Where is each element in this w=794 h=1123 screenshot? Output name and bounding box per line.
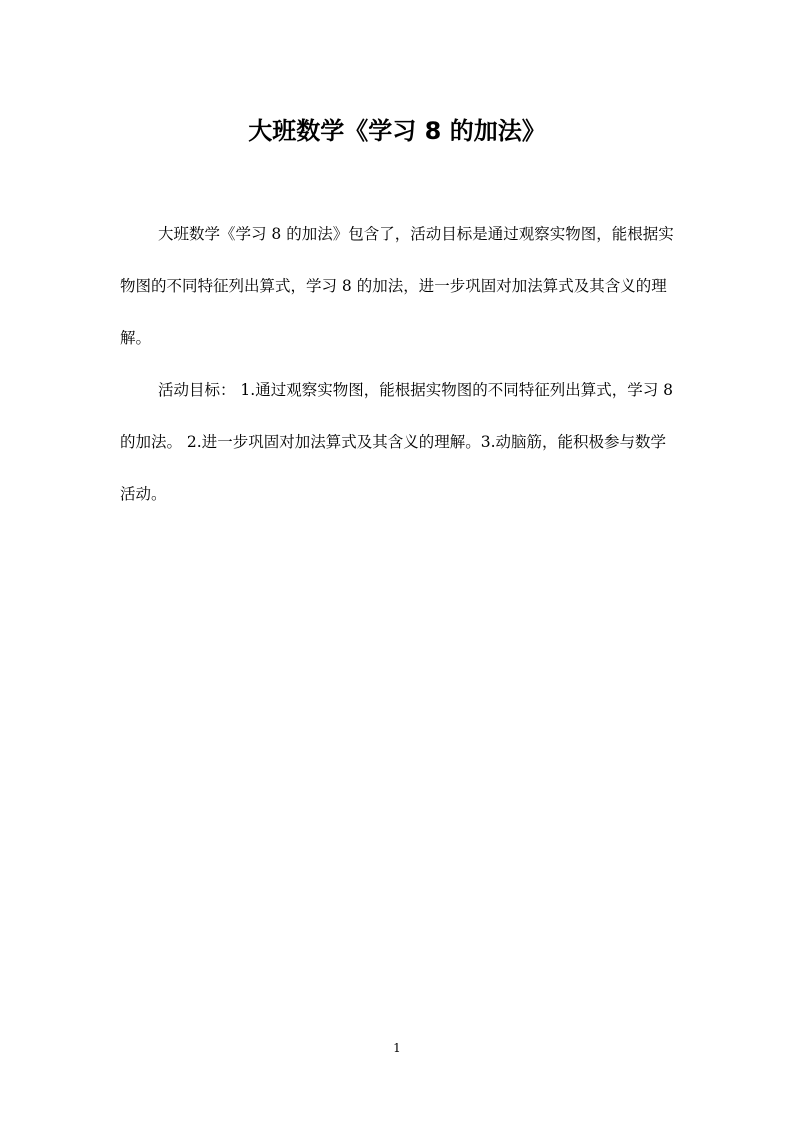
intro-paragraph: 大班数学《学习 8 的加法》包含了，活动目标是通过观察实物图，能根据实物图的不同特征列出算式，学习 8 的加法，进一步巩固对加法算式及其含义的理解。 (120, 225, 674, 347)
page-number: 1 (393, 1041, 401, 1055)
activity-goals-paragraph: 活动目标： 1.通过观察实物图，能根据实物图的不同特征列出算式，学习 8 的加法。 2.进一步巩固对加法算式及其含义的理解。3.动脑筋，能积极参与数学活动。 (120, 381, 674, 503)
page-title: 大班数学《学习 8 的加法》 (248, 117, 546, 146)
document-body (120, 208, 680, 520)
